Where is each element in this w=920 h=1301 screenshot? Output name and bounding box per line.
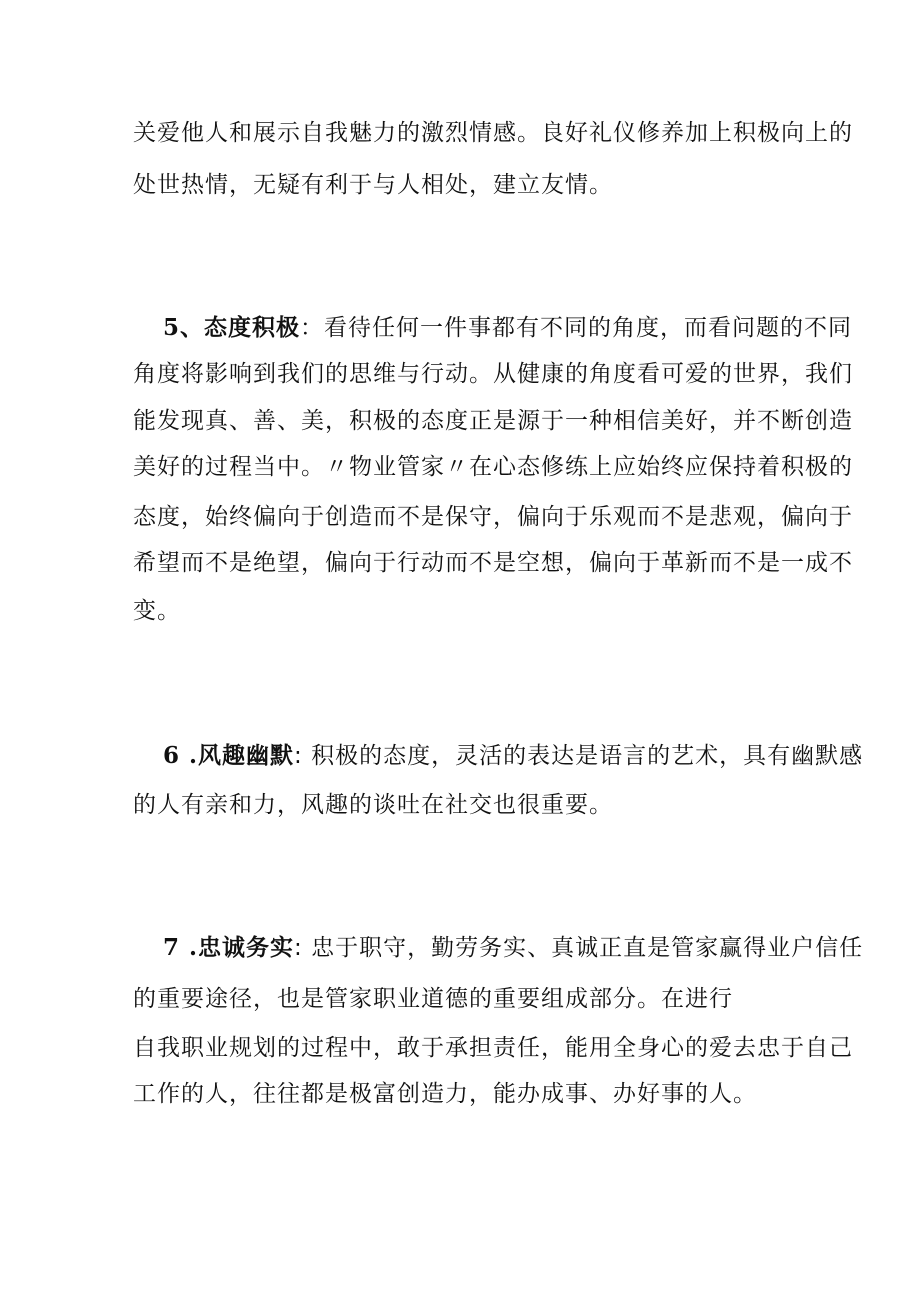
section-5-line: 变。 bbox=[133, 598, 181, 624]
section-6-heading: 6 .风趣幽默 bbox=[163, 742, 295, 769]
section-6-line: 的人有亲和力，风趣的谈吐在社交也很重要。 bbox=[133, 792, 613, 818]
section-5-line: 美好的过程当中。〃物业管家〃在心态修练上应始终应保持着积极的 bbox=[133, 454, 853, 480]
intro-line: 处世热情，无疑有利于与人相处，建立友情。 bbox=[133, 172, 613, 198]
section-6-first-line-text: : 积极的态度，灵活的表达是语言的艺术，具有幽默感 bbox=[294, 743, 864, 769]
section-5-line: 态度，始终偏向于创造而不是保守，偏向于乐观而不是悲观，偏向于 bbox=[133, 504, 853, 530]
section-5-first-line-text: ：看待任何一件事都有不同的角度，而看问题的不同 bbox=[300, 315, 853, 341]
section-5-first-line bbox=[163, 313, 852, 343]
section-5-line: 角度将影响到我们的思维与行动。从健康的角度看可爱的世界，我们 bbox=[133, 361, 853, 387]
section-5-line: 希望而不是绝望，偏向于行动而不是空想，偏向于革新而不是一成不 bbox=[133, 550, 853, 576]
section-5-line: 能发现真、善、美，积极的态度正是源于一种相信美好，并不断创造 bbox=[133, 408, 853, 434]
section-7-first-line bbox=[163, 933, 863, 963]
section-7-heading: 7 .忠诚务实 bbox=[163, 934, 295, 961]
intro-line: 关爱他人和展示自我魅力的激烈情感。良好礼仪修养加上积极向上的 bbox=[133, 120, 853, 146]
section-7-line: 工作的人，往往都是极富创造力，能办成事、办好事的人。 bbox=[133, 1081, 757, 1107]
section-7-first-line-text: : 忠于职守，勤劳务实、真诚正直是管家赢得业户信任 bbox=[294, 935, 864, 961]
section-5-heading: 5、态度积极 bbox=[163, 314, 301, 341]
section-7-line: 的重要途径，也是管家职业道德的重要组成部分。在进行 bbox=[133, 986, 733, 1012]
section-6-first-line bbox=[163, 741, 863, 771]
section-7-line: 自我职业规划的过程中，敢于承担责任，能用全身心的爱去忠于自己 bbox=[133, 1035, 853, 1061]
